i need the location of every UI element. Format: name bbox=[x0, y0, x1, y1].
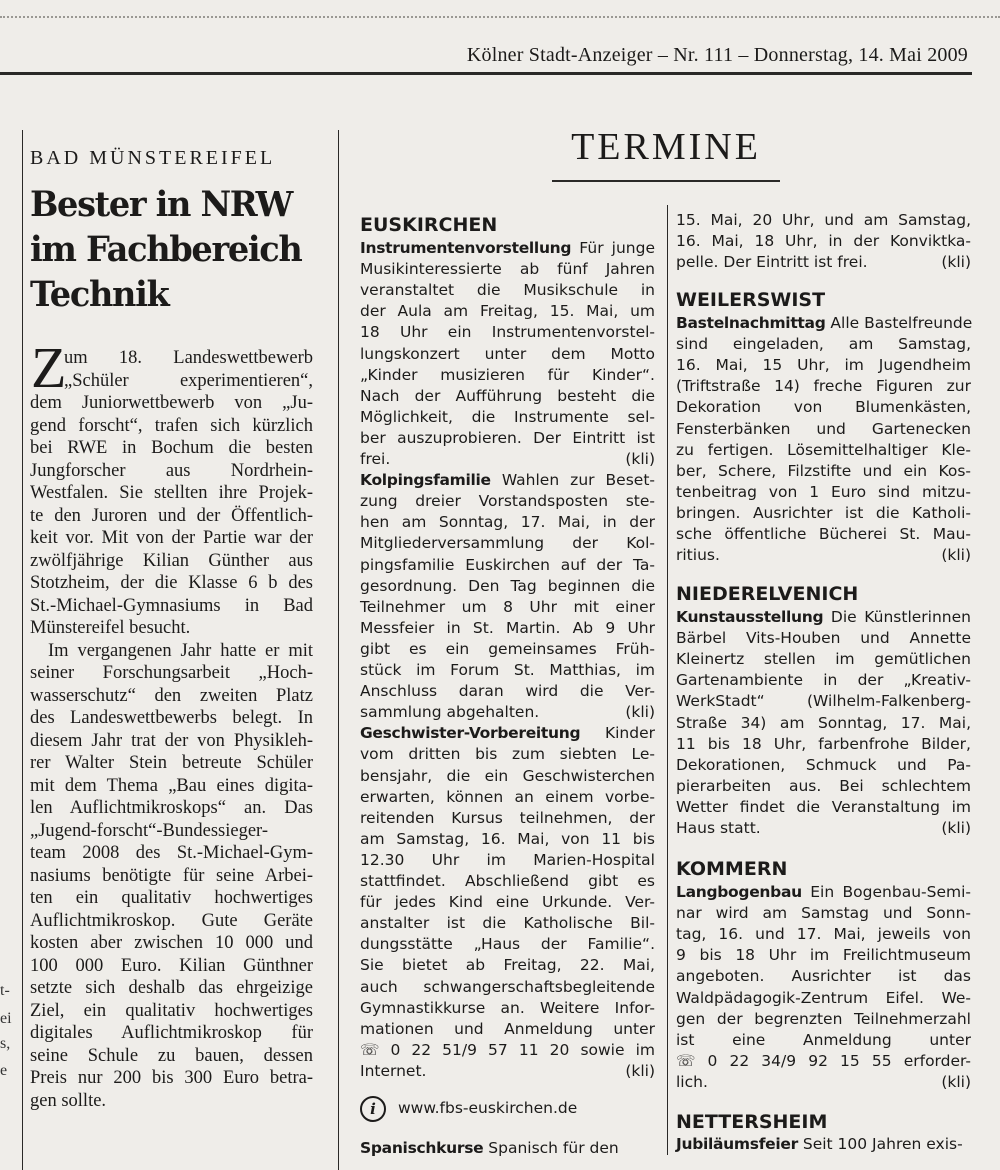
termine-line bbox=[360, 322, 655, 343]
article-line: ten ein qualitativ hochwertiges bbox=[30, 888, 313, 908]
article-line: len Auflichtmikroskops“ an. Das bbox=[30, 798, 313, 818]
event-text: zu fertigen. Lösemittelhaltiger Kle- bbox=[676, 440, 971, 459]
termine-line bbox=[676, 461, 971, 482]
termine-line bbox=[360, 892, 655, 913]
author-tag: (kli) bbox=[625, 450, 655, 468]
event-text: Wetter findet die Veranstaltung im bbox=[676, 797, 971, 816]
top-dotted-rule bbox=[0, 16, 1000, 18]
article-dropcap: Z bbox=[31, 335, 67, 400]
event-title: Spanischkurse bbox=[360, 1139, 484, 1157]
event-text: veranstaltet die Musikschule in bbox=[360, 281, 655, 300]
event-text: Spanisch für den bbox=[483, 1139, 619, 1157]
termine-line bbox=[360, 660, 655, 681]
event-text: (Triftstraße 14) freche Figuren zur bbox=[676, 377, 971, 396]
article-headline bbox=[30, 182, 323, 317]
event-text: Dekorationen, Schmuck und Pa- bbox=[676, 755, 971, 774]
termine-line bbox=[360, 977, 655, 998]
termine-line bbox=[676, 882, 971, 903]
place-heading-kommern: KOMMERN bbox=[676, 858, 788, 880]
article-line: setzte sich deshalb das ehrgeizige bbox=[30, 978, 313, 998]
author-tag: (kli) bbox=[941, 819, 971, 837]
termine-line bbox=[676, 607, 971, 628]
event-text: 11 bis 18 Uhr, farbenfrohe Bilder, bbox=[676, 734, 971, 753]
place-heading-niederelvenich: NIEDERELVENICH bbox=[676, 583, 859, 605]
termine-line bbox=[676, 503, 971, 524]
event-text: gibt es ein gemeinsames Früh- bbox=[360, 639, 655, 658]
article-line: Preis nur 200 bis 300 Euro betra- bbox=[30, 1068, 313, 1088]
place-heading-euskirchen: EUSKIRCHEN bbox=[360, 214, 498, 236]
event-text: Kinder bbox=[580, 724, 655, 743]
termine-line bbox=[676, 691, 971, 712]
termine-line bbox=[676, 818, 971, 839]
event-title: Geschwister-Vorbereitung bbox=[360, 724, 581, 743]
event-text: Gartenambiente in der „Kreativ- bbox=[676, 671, 971, 690]
article-line: team 2008 des St.-Michael-Gym- bbox=[30, 843, 313, 863]
event-text: dungsstätte „Haus der Familie“. bbox=[360, 935, 655, 954]
termine-title: TERMINE bbox=[571, 126, 761, 168]
event-text: Möglichkeit, die Instrumente sel- bbox=[360, 407, 655, 426]
event-text: Die Künstlerinnen bbox=[823, 608, 971, 626]
event-text: mationen und Anmeldung unter bbox=[360, 1019, 655, 1038]
event-text: bensjahr, die ein Geschwisterchen bbox=[360, 766, 655, 785]
article-line: 100 000 Euro. Kilian Günthner bbox=[30, 955, 313, 976]
event-title: Bastelnachmittag bbox=[676, 314, 826, 332]
termine-line bbox=[676, 1009, 971, 1030]
termine-line bbox=[360, 1061, 655, 1082]
event-text: 15. Mai, 20 Uhr, und am Samstag, bbox=[676, 211, 971, 229]
article-line: Jungforscher aus Nordrhein- bbox=[30, 460, 313, 481]
event-text: für jedes Kind eine Urkunde. Ver- bbox=[360, 893, 655, 912]
termine-line bbox=[360, 723, 655, 744]
event-text: Wahlen zur Beset- bbox=[490, 471, 655, 490]
article-line: wasserschutz“ den zweiten Platz bbox=[30, 685, 313, 706]
termine-line bbox=[360, 470, 655, 491]
article-line: dem Juniorwettbewerb von „Ju- bbox=[30, 393, 313, 413]
event-title: Kunstausstellung bbox=[676, 608, 824, 626]
event-text: pelle. Der Eintritt ist frei. bbox=[676, 253, 868, 272]
termine-line bbox=[676, 376, 971, 397]
event-text: Musikinteressierte ab fünf Jahren bbox=[360, 260, 655, 279]
article-line: nasiums benötigte für seine Arbei- bbox=[30, 865, 313, 886]
termine-line bbox=[676, 482, 971, 503]
event-text: pierarbeiten aus. Bei schlechtem bbox=[676, 776, 971, 795]
author-tag: (kli) bbox=[625, 703, 655, 722]
termine-line bbox=[676, 945, 971, 966]
article-line: Münstereifel besucht. bbox=[30, 618, 191, 638]
event-text: Straße 34) am Sonntag, 17. Mai, bbox=[676, 713, 971, 732]
event-text: WerkStadt“ (Wilhelm-Falkenberg- bbox=[676, 692, 971, 711]
termine-line bbox=[360, 512, 655, 533]
termine-line bbox=[360, 934, 655, 955]
event-text: Teilnehmer um 8 Uhr mit einer bbox=[360, 597, 655, 616]
left-edge-fragments bbox=[0, 130, 12, 1150]
termine-line bbox=[360, 955, 655, 976]
termine-line bbox=[676, 419, 971, 440]
event-text: Haus statt. bbox=[676, 819, 761, 837]
article-line: digitales Auflichtmikroskop für bbox=[30, 1023, 313, 1043]
termine-line bbox=[676, 1030, 971, 1051]
event-text: Gymnastikkurse an. Weitere Infor- bbox=[360, 998, 655, 1017]
termine-line bbox=[676, 755, 971, 776]
event-text: Mitgliederversammlung der Kol- bbox=[360, 534, 655, 553]
termine-line bbox=[676, 988, 971, 1009]
place-heading-weilerswist: WEILERSWIST bbox=[676, 289, 826, 311]
termine-line bbox=[360, 259, 655, 280]
article-line: kosten aber zwischen 10 000 und bbox=[30, 933, 313, 953]
termine-line bbox=[676, 440, 971, 461]
termine-line bbox=[360, 533, 655, 554]
event-text: lich. bbox=[676, 1072, 708, 1091]
edge-fragment: t- bbox=[0, 982, 10, 999]
termine-line bbox=[360, 576, 655, 597]
article-line: Im vergangenen Jahr hatte er mit bbox=[48, 640, 313, 661]
termine-line bbox=[676, 545, 971, 566]
article-line: des Landeswettbewerbs belegt. In bbox=[30, 708, 313, 728]
termine-line bbox=[360, 386, 655, 407]
termine-line bbox=[360, 344, 655, 365]
termine-line bbox=[676, 734, 971, 755]
event-text: zung dreier Vorstandsposten ste- bbox=[360, 492, 655, 511]
event-text: Ein Bogenbau-Semi- bbox=[801, 883, 971, 901]
event-title: Jubiläumsfeier bbox=[676, 1135, 798, 1153]
event-text: Internet. bbox=[360, 1061, 427, 1080]
event-text: lungskonzert unter dem Motto bbox=[360, 344, 655, 363]
edge-fragment: s, bbox=[0, 1035, 11, 1052]
event-text: Seit 100 Jahren exis- bbox=[797, 1135, 963, 1153]
termine-line bbox=[676, 924, 971, 945]
termine-line bbox=[676, 797, 971, 818]
event-text: Sie bietet ab Freitag, 22. Mai, bbox=[360, 956, 655, 975]
author-tag: (kli) bbox=[941, 253, 971, 272]
termine-line bbox=[360, 829, 655, 850]
termine-line bbox=[360, 998, 655, 1019]
termine-line bbox=[676, 628, 971, 649]
termine-line bbox=[360, 597, 655, 618]
termine-line bbox=[676, 776, 971, 797]
masthead: Kölner Stadt-Anzeiger – Nr. 111 – Donnerstag, 14. Mai 2009 bbox=[466, 44, 968, 66]
article-line: mit dem Thema „Bau eines digita- bbox=[30, 775, 313, 796]
event-text: 18 Uhr ein Instrumentenvorstel- bbox=[360, 323, 655, 342]
termine-line bbox=[360, 1019, 655, 1040]
termine-line bbox=[676, 1051, 971, 1072]
event-text: 16. Mai, 15 Uhr, im Jugendheim bbox=[676, 356, 971, 375]
article-line: um 18. Landeswettbewerb bbox=[64, 348, 313, 368]
article-line: Stotzheim, der die Klasse 6 b des bbox=[30, 573, 313, 593]
event-text: Anschluss daran wird die Ver- bbox=[360, 682, 655, 701]
edge-fragment: e bbox=[0, 1062, 8, 1079]
event-text: am Samstag, 16. Mai, von 11 bis bbox=[360, 829, 655, 848]
termine-line bbox=[360, 449, 655, 470]
event-text: frei. bbox=[360, 450, 391, 468]
article-line: zwölfjährige Kilian Günther aus bbox=[30, 550, 313, 571]
event-text: tag, 16. und 17. Mai, jeweils von bbox=[676, 925, 971, 944]
termine-line bbox=[676, 397, 971, 418]
termine-line bbox=[676, 252, 971, 273]
event-title: Langbogenbau bbox=[676, 883, 802, 901]
termine-line bbox=[360, 766, 655, 787]
event-text: nar wird am Samstag und Sonn- bbox=[676, 904, 971, 923]
termine-line bbox=[360, 681, 655, 702]
termine-line bbox=[360, 238, 655, 259]
event-text: der Aula am Freitag, 15. Mai, um bbox=[360, 302, 655, 321]
termine-line bbox=[360, 808, 655, 829]
masthead-rule bbox=[0, 72, 972, 75]
event-text: Kleinertz stellen im gemütlichen bbox=[676, 650, 971, 669]
event-text: sammlung abgehalten. bbox=[360, 703, 540, 722]
event-title: Instrumentenvorstellung bbox=[360, 239, 572, 257]
author-tag: (kli) bbox=[625, 1061, 655, 1080]
termine-line bbox=[360, 787, 655, 808]
event-text: vom dritten bis zum siebten Le- bbox=[360, 745, 655, 764]
event-text: sind eingeladen, am Samstag, bbox=[676, 335, 971, 354]
event-text: anstalter ist die Katholische Bil- bbox=[360, 914, 655, 933]
event-text: Alle Bastelfreunde bbox=[825, 314, 973, 332]
event-text: auch schwangerschaftsbegleitende bbox=[360, 977, 655, 996]
termine-line bbox=[676, 355, 971, 376]
event-text: angeboten. Ausrichter ist das bbox=[676, 967, 971, 986]
event-text: Messfeier in St. Martin. Ab 9 Uhr bbox=[360, 618, 655, 637]
author-tag: (kli) bbox=[941, 1072, 971, 1091]
edge-fragment: ei bbox=[0, 1010, 12, 1027]
article-line: diesem Jahr trat der von Physikleh- bbox=[30, 730, 313, 751]
headline-line: Technik bbox=[30, 274, 169, 315]
event-text: erwarten, können an einem vorbe- bbox=[360, 787, 655, 806]
event-title: Kolpingsfamilie bbox=[360, 471, 491, 490]
termine-line bbox=[676, 1072, 971, 1093]
event-text: ☏ 0 22 51/9 57 11 20 sowie im bbox=[360, 1040, 655, 1059]
article-line: te den Juroren und der Öffentlich- bbox=[30, 505, 313, 526]
termine-line bbox=[360, 871, 655, 892]
event-text: pingsfamilie Euskirchen auf der Ta- bbox=[360, 555, 655, 574]
termine-line bbox=[360, 1138, 655, 1159]
termine-line bbox=[360, 365, 655, 386]
termine-line bbox=[360, 555, 655, 576]
event-text: 9 bis 18 Uhr im Freilichtmuseum bbox=[676, 946, 971, 965]
article-line: Auflichtmikroskop. Gute Geräte bbox=[30, 910, 313, 931]
termine-line bbox=[360, 744, 655, 765]
event-text: Dekoration von Blumenkästen, bbox=[676, 398, 971, 417]
termine-rule bbox=[552, 180, 780, 182]
termine-line bbox=[676, 210, 971, 231]
article-line: St.-Michael-Gymnasiums in Bad bbox=[30, 595, 313, 616]
termine-line bbox=[676, 1134, 971, 1155]
termine-line bbox=[676, 966, 971, 987]
event-text: Nach der Aufführung besteht die bbox=[360, 386, 655, 405]
event-text: ist eine Anmeldung unter bbox=[676, 1030, 971, 1049]
info-icon: i bbox=[360, 1096, 386, 1122]
event-text: ber, Schere, Filzstifte und ein Kos- bbox=[676, 461, 971, 480]
termine-line bbox=[360, 913, 655, 934]
event-text: stück im Forum St. Matthias, im bbox=[360, 661, 655, 679]
author-tag: (kli) bbox=[941, 546, 971, 565]
termine-line bbox=[360, 850, 655, 871]
article-line: rer Walter Stein betreute Schüler bbox=[30, 753, 313, 773]
headline-line: Bester in NRW bbox=[30, 184, 293, 225]
event-text: „Kinder musizieren für Kinder“. bbox=[360, 365, 655, 384]
article-line: bei RWE in Bochum die besten bbox=[30, 438, 313, 458]
event-text: hen am Sonntag, 17. Mai, in der bbox=[360, 513, 655, 532]
termine-line bbox=[360, 301, 655, 322]
event-text: Fensterbänken und Gartenecken bbox=[676, 419, 971, 438]
termine-line bbox=[676, 334, 971, 355]
event-text: Waldpädagogik-Zentrum Eifel. We- bbox=[676, 988, 971, 1007]
termine-line bbox=[360, 639, 655, 660]
headline-line: im Fachbereich bbox=[30, 229, 302, 270]
termine-line bbox=[676, 903, 971, 924]
event-text: ☏ 0 22 34/9 92 15 55 erforder- bbox=[676, 1051, 971, 1070]
event-text: sche öffentliche Bücherei St. Mau- bbox=[676, 525, 971, 543]
termine-line bbox=[676, 713, 971, 734]
termine-line bbox=[676, 524, 971, 545]
event-text: stattfindet. Abschließend gibt es bbox=[360, 872, 655, 890]
article-kicker: BAD MÜNSTEREIFEL bbox=[30, 147, 276, 169]
termine-line bbox=[360, 618, 655, 639]
article-line: keit vor. Mit von der Partie war der bbox=[30, 528, 313, 548]
termine-line bbox=[360, 280, 655, 301]
article-line: gend forscht“, trafen sich kürzlich bbox=[30, 415, 313, 436]
event-text: reitenden Kursus teilnehmen, der bbox=[360, 808, 655, 827]
article-line: seine Schule zu bauen, dessen bbox=[30, 1045, 313, 1066]
column-divider bbox=[667, 205, 668, 1155]
termine-line bbox=[360, 407, 655, 428]
event-text: ber auszuprobieren. Der Eintritt ist bbox=[360, 428, 655, 447]
termine-line bbox=[360, 1040, 655, 1061]
article-line: „Schüler experimentieren“, bbox=[64, 370, 313, 391]
termine-line bbox=[676, 231, 971, 252]
event-text: gen der begrenzten Teilnehmerzahl bbox=[676, 1009, 971, 1028]
website-link[interactable]: www.fbs-euskirchen.de bbox=[398, 1099, 578, 1117]
article-line: „Jugend-forscht“-Bundessieger- bbox=[30, 820, 268, 841]
termine-line bbox=[360, 428, 655, 449]
termine-line bbox=[360, 491, 655, 512]
article-line: seiner Forschungsarbeit „Hoch- bbox=[30, 663, 313, 683]
event-text: Für junge bbox=[571, 239, 655, 257]
event-text: 12.30 Uhr im Marien-Hospital bbox=[360, 850, 655, 869]
event-text: bringen. Ausrichter ist die Katholi- bbox=[676, 503, 971, 522]
event-text: Bärbel Vits-Houben und Annette bbox=[676, 629, 971, 648]
termine-line bbox=[676, 649, 971, 670]
article-line: Ziel, ein qualitativ hochwertiges bbox=[30, 1000, 313, 1021]
event-text: tenbeitrag von 1 Euro sind mitzu- bbox=[676, 482, 971, 501]
article-line: gen sollte. bbox=[30, 1090, 107, 1111]
event-text: 16. Mai, 18 Uhr, in der Konviktka- bbox=[676, 232, 971, 251]
termine-line bbox=[360, 702, 655, 723]
place-heading-nettersheim: NETTERSHEIM bbox=[676, 1111, 828, 1133]
termine-line bbox=[676, 670, 971, 691]
event-text: ritius. bbox=[676, 546, 720, 565]
termine-line bbox=[676, 313, 971, 334]
article-line: Westfalen. Sie stellten ihre Projek- bbox=[30, 483, 313, 503]
event-text: gesordnung. Den Tag beginnen die bbox=[360, 576, 655, 595]
